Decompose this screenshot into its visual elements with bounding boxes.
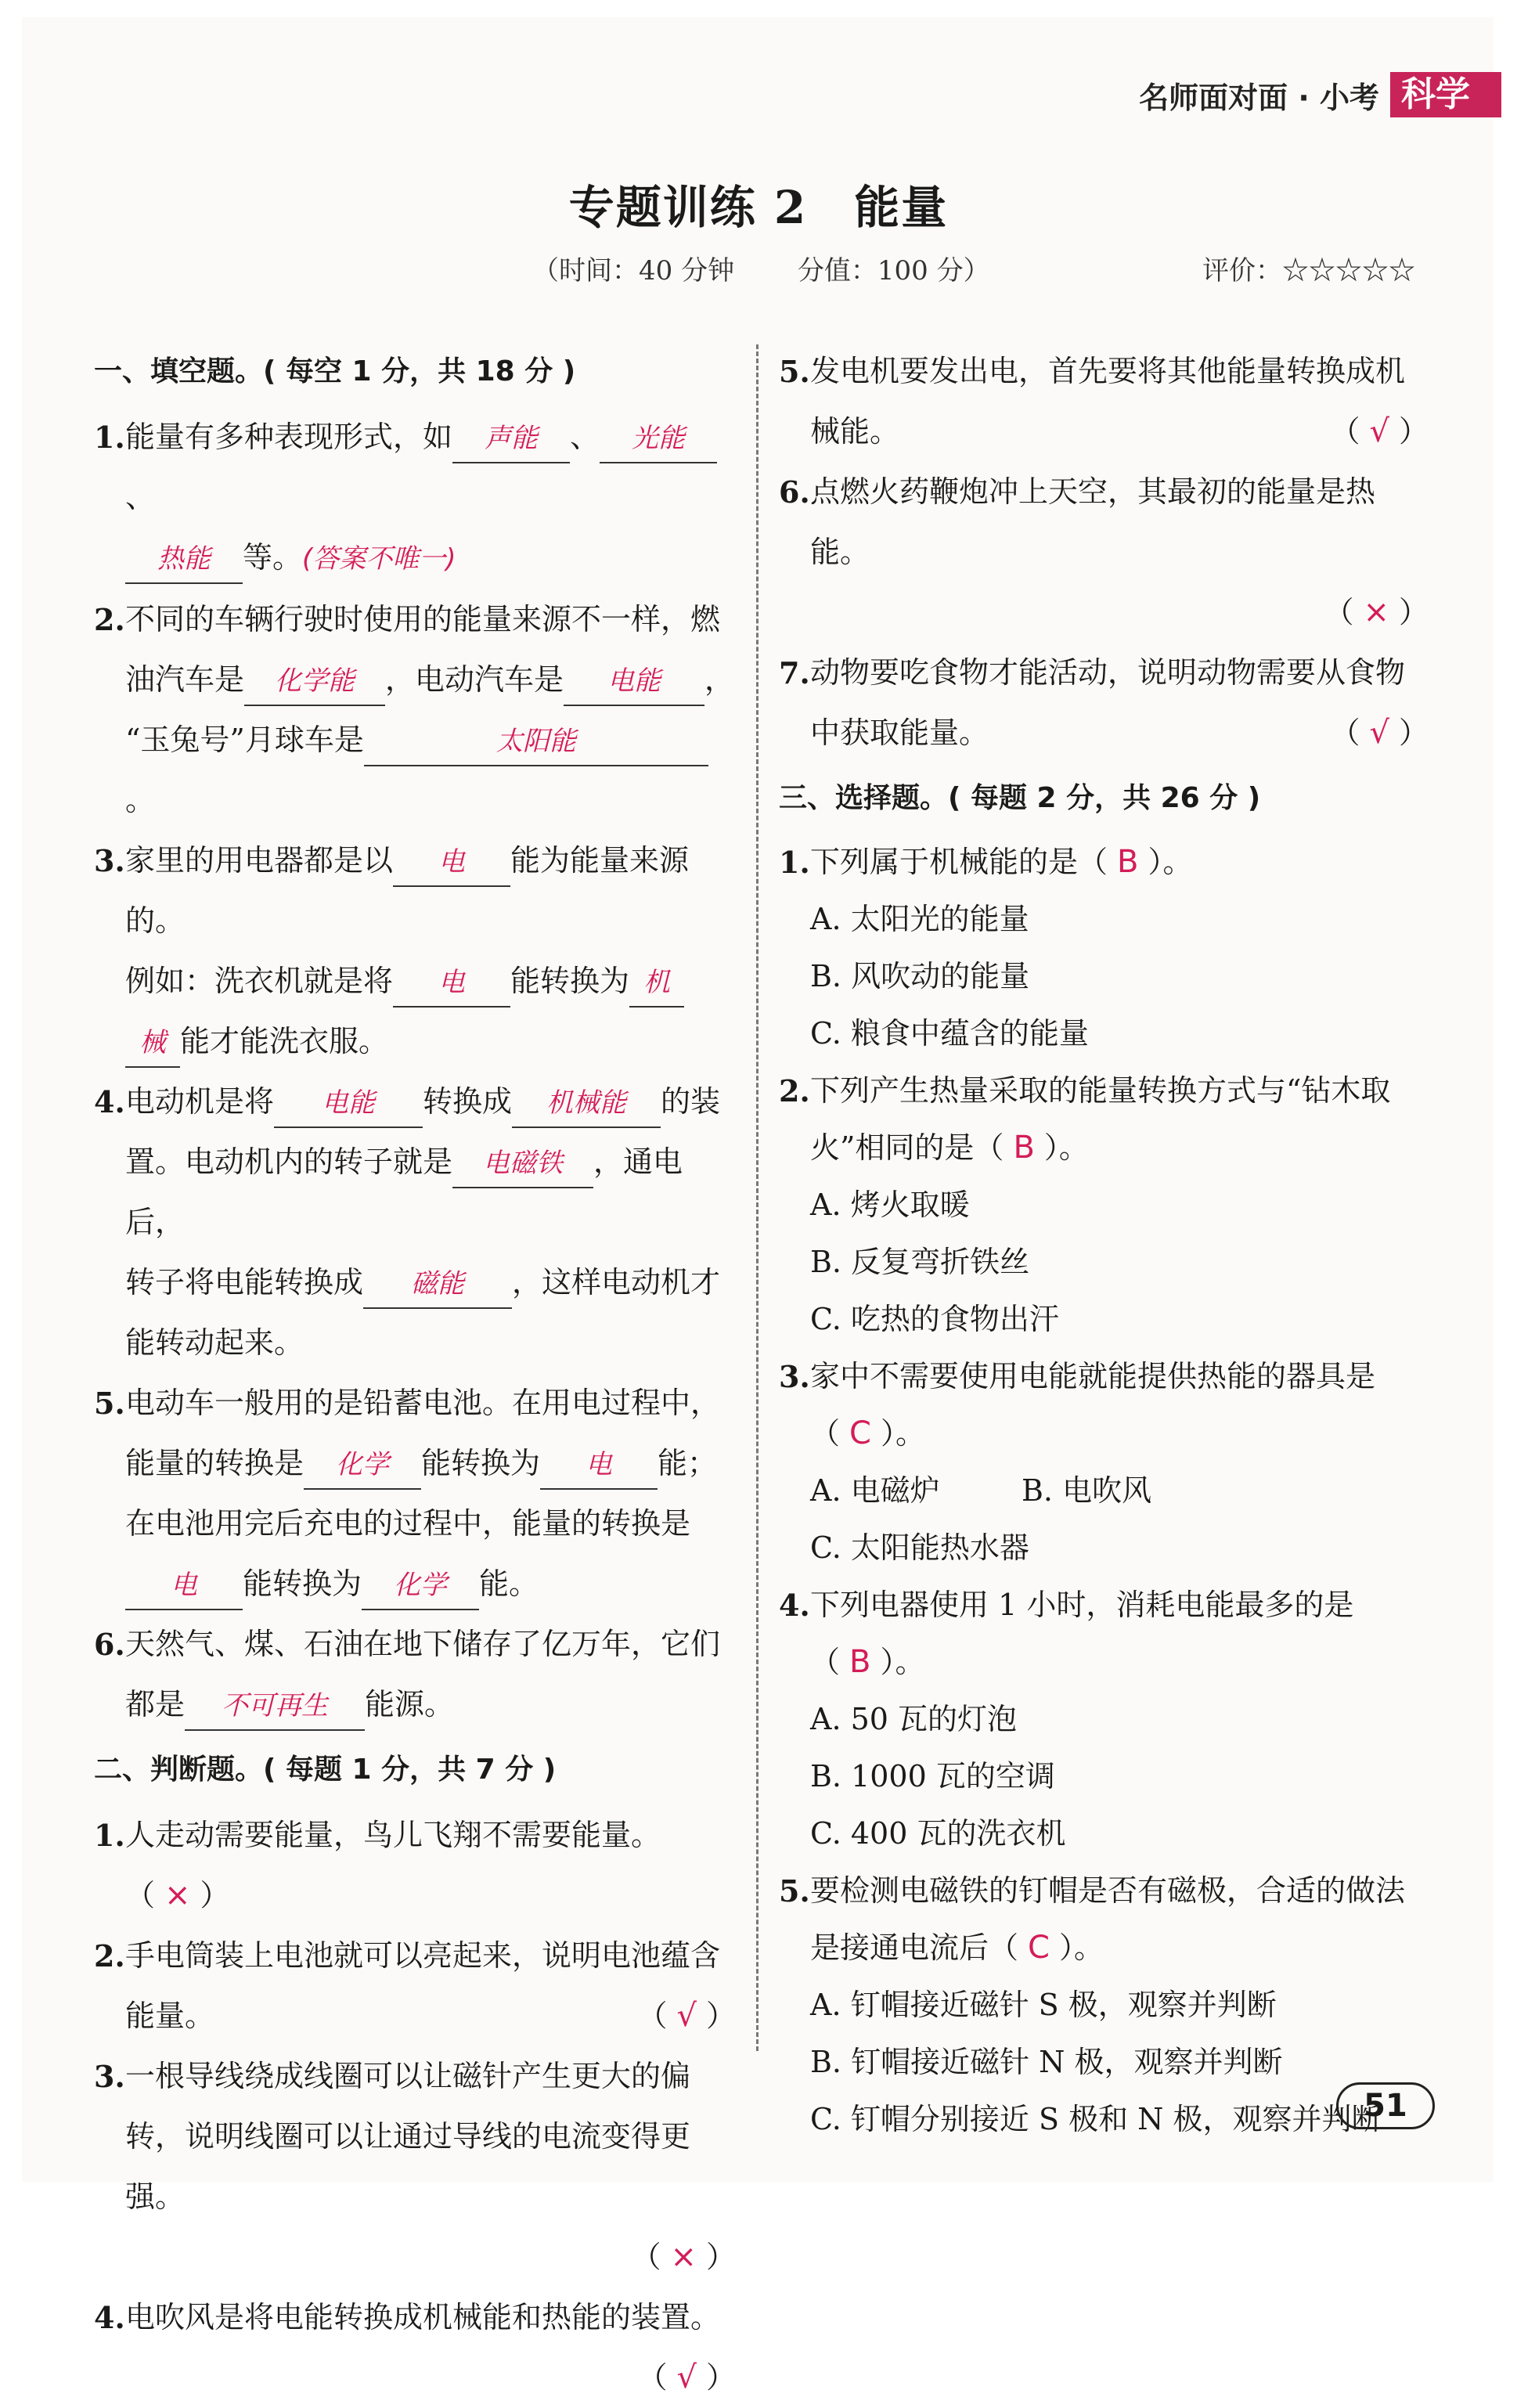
page-number: 51 bbox=[1336, 2082, 1435, 2129]
judge-question-5: 5. 发电机要发出电，首先要将其他能量转换成机 械能。 （ √ ） bbox=[779, 354, 1429, 449]
answer-blank: 热能 bbox=[125, 535, 243, 584]
option-c: C. 400 瓦的洗衣机 bbox=[810, 1816, 1066, 1851]
option-b: B. 钉帽接近磁针 N 极，观察并判断 bbox=[810, 2045, 1283, 2079]
option-a: A. 50 瓦的灯泡 bbox=[810, 1702, 1018, 1736]
choice-question-1: 1. 下列属于机械能的是（ B ）。 A. 太阳光的能量 B. 风吹动的能量 C. 粮食中蕴含的能量 bbox=[779, 834, 1429, 1062]
option-a: A. 太阳光的能量 bbox=[810, 902, 1029, 936]
brand-label: 名师面对面 · 小考 bbox=[1139, 80, 1379, 115]
answer-blank: 不可再生 bbox=[185, 1682, 365, 1731]
judge-mark: √ bbox=[1369, 413, 1389, 449]
column-divider bbox=[756, 344, 758, 2051]
choice-question-3: 3. 家中不需要使用电能就能提供热能的器具是 （ C ）。 A. 电磁炉 B. 电吹风 C. 太阳能热水器 bbox=[779, 1348, 1429, 1577]
choice-answer: B bbox=[849, 1644, 871, 1680]
option-a: A. 电磁炉 bbox=[810, 1473, 940, 1508]
choice-question-2: 2. 下列产生热量采取的能量转换方式与“钻木取 火”相同的是（ B ）。 A. 烤火取暖 B. 反复弯折铁丝 C. 吃热的食物出汗 bbox=[779, 1062, 1429, 1348]
judge-mark: √ bbox=[1369, 715, 1389, 751]
right-column bbox=[779, 337, 1429, 2148]
answer-blank: 电 bbox=[540, 1441, 658, 1490]
option-b: B. 1000 瓦的空调 bbox=[810, 1759, 1055, 1793]
page-title: 专题训练 2 能量 bbox=[568, 181, 949, 234]
time-info: （时间：40 分钟 bbox=[532, 255, 735, 287]
answer-blank: 声能 bbox=[452, 415, 570, 463]
option-c: C. 粮食中蕴含的能量 bbox=[810, 1016, 1089, 1051]
choice-answer: C bbox=[849, 1415, 871, 1451]
exam-meta bbox=[532, 249, 1045, 287]
answer-blank: 电磁铁 bbox=[452, 1140, 593, 1188]
judge-question-7: 7. 动物要吃食物才能活动，说明动物需要从食物 中获取能量。 （ √ ） bbox=[779, 655, 1429, 751]
answer-blank: 光能 bbox=[600, 415, 717, 463]
choice-answer: B bbox=[1117, 844, 1139, 880]
judge-question-1: 1. 人走动需要能量，鸟儿飞翔不需要能量。（ × ） bbox=[94, 1818, 661, 1913]
answer-blank: 电 bbox=[393, 838, 510, 887]
option-a: A. 烤火取暖 bbox=[810, 1188, 970, 1222]
choice-answer: B bbox=[1013, 1130, 1035, 1166]
answer-blank: 电能 bbox=[564, 658, 704, 706]
answer-blank: 化学 bbox=[362, 1562, 479, 1610]
fill-question-2: 2. 不同的车辆行驶时使用的能量来源不一样，燃 油汽车是 化学能 ，电动汽车是 电能 ， “玉兔号”月球车是 太阳能。 bbox=[94, 602, 735, 817]
judge-question-6: 6. 点燃火药鞭炮冲上天空，其最初的能量是热能。 （ × ） bbox=[779, 474, 1429, 630]
section-fill-heading: 一、填空题。( 每空 1 分，共 18 分 ) bbox=[94, 355, 576, 388]
fill-question-5: 5. 电动车一般用的是铅蓄电池。在用电过程中， 能量的转换是 化学 能转换为 电 能； 在电池用完后充电的过程中，能量的转换是 电 能转换为 化学 能。 bbox=[94, 1373, 736, 1614]
rating-label: 评价：☆☆☆☆☆ bbox=[1202, 255, 1415, 287]
section-judge-heading: 二、判断题。( 每题 1 分，共 7 分 ) bbox=[94, 1754, 557, 1786]
score-info: 分值：100 分） bbox=[797, 255, 990, 287]
option-c: C. 吃热的食物出汗 bbox=[810, 1302, 1059, 1336]
answer-note: (答案不唯一) bbox=[302, 543, 456, 575]
fill-question-4: 4. 电动机是将 电能 转换成 机械能 的装 置。电动机内的转子就是 电磁铁 ，通电后， 转子将电能转换成 磁能 ，这样电动机才 能转动起来。 bbox=[94, 1072, 736, 1373]
section-choice-heading: 三、选择题。( 每题 2 分，共 26 分 ) bbox=[779, 782, 1261, 814]
subject-badge: 科学 bbox=[1390, 72, 1501, 117]
judge-question-2: 2. 手电筒装上电池就可以亮起来，说明电池蕴含 能量。 （ √ ） bbox=[94, 1938, 736, 2034]
answer-blank: 电 bbox=[393, 959, 510, 1008]
option-b: B. 反复弯折铁丝 bbox=[810, 1245, 1030, 1279]
left-column bbox=[94, 337, 736, 2408]
judge-question-4: 4. 电吹风是将电能转换成机械能和热能的装置。 （ √ ） bbox=[94, 2300, 736, 2395]
judge-question-3: 3. 一根导线绕成线圈可以让磁针产生更大的偏 转，说明线圈可以让通过导线的电流变得更强。 （ × ） bbox=[94, 2059, 736, 2275]
judge-mark: × bbox=[1363, 594, 1389, 630]
answer-blank: 电能 bbox=[274, 1080, 423, 1128]
judge-mark: × bbox=[164, 1877, 191, 1913]
fill-question-6: 6. 天然气、煤、石油在地下储存了亿万年，它们 都是 不可再生 能源。 bbox=[94, 1614, 736, 1735]
option-b: B. 风吹动的能量 bbox=[810, 959, 1030, 993]
choice-question-5: 5. 要检测电磁铁的钉帽是否有磁极，合适的做法 是接通电流后（ C ）。 A. 钉帽接近磁针 S 极，观察并判断 B. 钉帽接近磁针 N 极，观察并判断 C. 钉帽分别接近 S 极和 N 极，观察并判断 bbox=[779, 1862, 1429, 2148]
option-row bbox=[810, 1462, 1429, 1519]
judge-mark: √ bbox=[676, 1998, 697, 2034]
fill-question-3: 3. 家里的用电器都是以 电 能为能量来源的。 例如：洗衣机就是将 电 能转换为 机 械 能才能洗衣服。 bbox=[94, 831, 736, 1072]
answer-blank: 机 bbox=[629, 959, 684, 1008]
fill-question-1: 1. 能量有多种表现形式，如 声能 、 光能、 热能 等。(答案不唯一) bbox=[94, 407, 736, 589]
answer-blank: 械 bbox=[125, 1019, 180, 1068]
option-c: C. 太阳能热水器 bbox=[810, 1530, 1029, 1565]
answer-blank: 化学能 bbox=[244, 658, 385, 706]
choice-answer: C bbox=[1028, 1930, 1050, 1966]
option-a: A. 钉帽接近磁针 S 极，观察并判断 bbox=[810, 1988, 1277, 2022]
answer-blank: 太阳能 bbox=[364, 718, 708, 766]
judge-mark: √ bbox=[676, 2359, 697, 2395]
answer-blank: 机械能 bbox=[512, 1080, 661, 1128]
answer-blank: 磁能 bbox=[363, 1260, 512, 1309]
answer-blank: 电 bbox=[125, 1562, 243, 1610]
header bbox=[1139, 72, 1501, 117]
option-b: B. 电吹风 bbox=[1022, 1473, 1152, 1508]
answer-blank: 化学 bbox=[304, 1441, 421, 1490]
judge-mark: × bbox=[670, 2239, 697, 2275]
choice-question-4: 4. 下列电器使用 1 小时，消耗电能最多的是（ B ）。 A. 50 瓦的灯泡 B. 1000 瓦的空调 C. 400 瓦的洗衣机 bbox=[779, 1577, 1429, 1862]
option-c: C. 钉帽分别接近 S 极和 N 极，观察并判断 bbox=[810, 2102, 1382, 2136]
